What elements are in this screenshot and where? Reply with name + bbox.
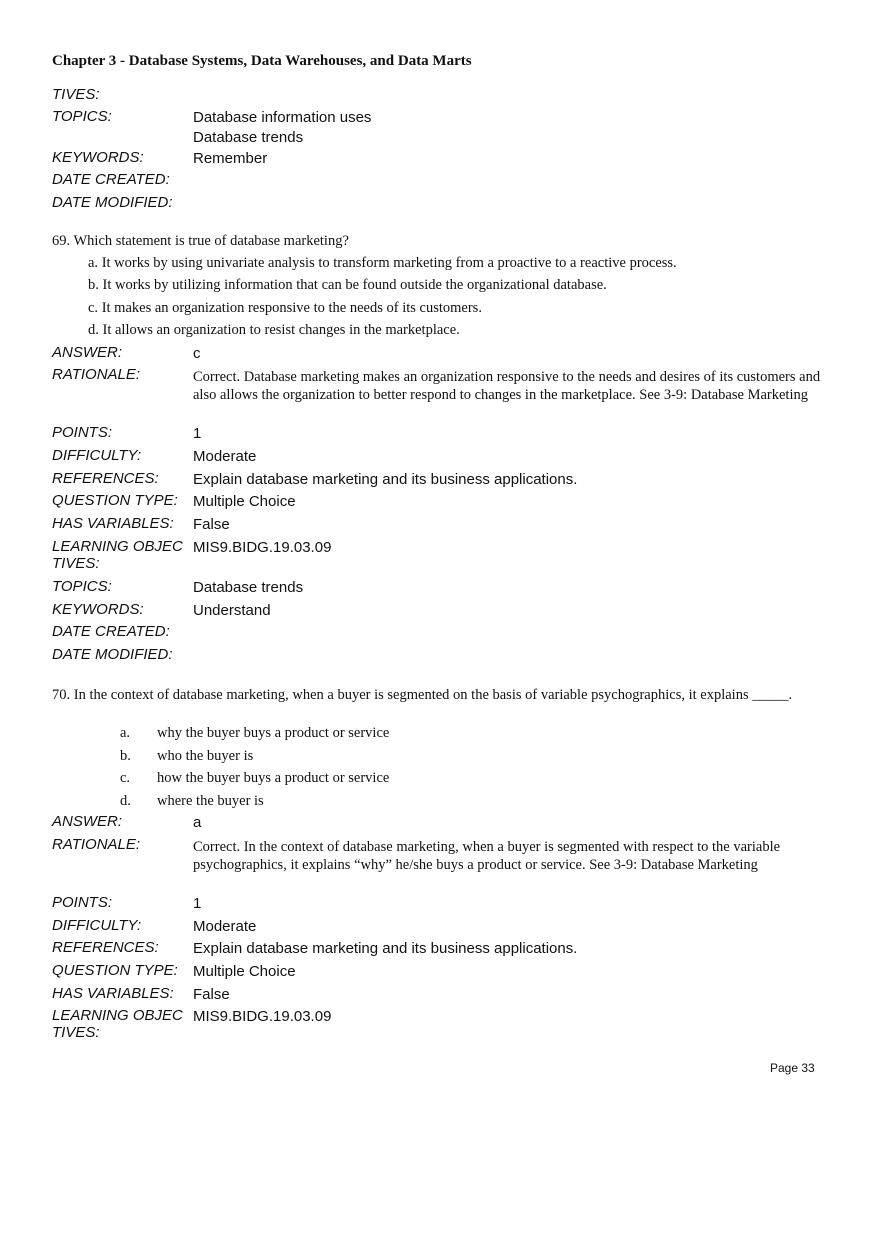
option-letter: c. (120, 770, 131, 786)
field-label: TOPICS: (52, 578, 112, 595)
field-value: False (193, 986, 230, 1003)
field-label: REFERENCES: (52, 470, 159, 487)
field-label: REFERENCES: (52, 939, 159, 956)
field-label: TIVES: (52, 86, 100, 103)
rationale-text: Correct. In the context of database marketing, when a buyer is segmented with respect to the variable psychographics, it explains “why” he/she buys a product or service. See 3-9: Database Marketing (193, 839, 781, 873)
question-70-text: 70. In the context of database marketing, when a buyer is segmented on the basis of variable psychographics, it explains _____. (52, 687, 793, 703)
field-value: False (193, 516, 230, 533)
option-letter: b. (120, 748, 131, 764)
option-letter: b. (88, 277, 99, 293)
field-label: ANSWER: (52, 344, 123, 361)
q69-option-a (88, 254, 677, 272)
field-label: KEYWORDS: (52, 601, 144, 618)
question-69-text: 69. Which statement is true of database marketing? (52, 233, 349, 249)
field-value: Remember (193, 150, 268, 167)
topic-item: Database information uses (193, 109, 372, 126)
page-number: Page 33 (770, 1061, 815, 1075)
option-text: who the buyer is (157, 748, 254, 764)
field-label: ANSWER: (52, 813, 123, 830)
field-label: HAS VARIABLES: (52, 515, 174, 532)
option-text: why the buyer buys a product or service (157, 725, 390, 741)
q69-option-d (88, 321, 460, 339)
field-label: DIFFICULTY: (52, 917, 142, 934)
chapter-title: Chapter 3 - Database Systems, Data Warehouses, and Data Marts (52, 53, 472, 69)
answer-value: c (193, 345, 201, 362)
field-label: DATE MODIFIED: (52, 646, 173, 663)
field-label: DATE MODIFIED: (52, 194, 173, 211)
option-text: It allows an organization to resist changes in the marketplace. (102, 322, 460, 338)
field-label: POINTS: (52, 894, 113, 911)
option-letter: d. (88, 322, 99, 338)
field-label: DIFFICULTY: (52, 447, 142, 464)
field-label: RATIONALE: (52, 366, 141, 383)
field-value: MIS9.BIDG.19.03.09 (193, 1008, 332, 1025)
rationale-text: Correct. Database marketing makes an organization responsive to the needs and desires of its customers and also allows the organization to better respond to changes in the marketplace. See 3-9: Database Marketing (193, 369, 821, 403)
field-value: 1 (193, 895, 202, 912)
field-label: DATE CREATED: (52, 623, 170, 640)
field-value: Moderate (193, 448, 257, 465)
field-label: POINTS: (52, 424, 113, 441)
field-label: HAS VARIABLES: (52, 985, 174, 1002)
field-label: QUESTION TYPE: (52, 962, 178, 979)
option-text: It works by using univariate analysis to transform marketing from a proactive to a reactive process. (101, 255, 677, 271)
field-value: Multiple Choice (193, 963, 296, 980)
option-text: where the buyer is (157, 793, 264, 809)
option-letter: a. (120, 725, 131, 741)
answer-value: a (193, 814, 202, 831)
option-letter: d. (120, 793, 131, 809)
q69-option-c (88, 299, 482, 317)
option-letter: c. (88, 300, 99, 316)
field-value: Multiple Choice (193, 493, 296, 510)
field-label: TOPICS: (52, 108, 112, 125)
field-value: 1 (193, 425, 202, 442)
option-text: It makes an organization responsive to the needs of its customers. (101, 300, 482, 316)
option-text: It works by utilizing information that can be found outside the organizational database. (102, 277, 607, 293)
field-value: Database trends (193, 579, 304, 596)
field-value (193, 108, 833, 148)
field-label: KEYWORDS: (52, 149, 144, 166)
field-label: DATE CREATED: (52, 171, 170, 188)
option-text: how the buyer buys a product or service (157, 770, 390, 786)
q69-option-b (88, 276, 607, 294)
field-value: Explain database marketing and its business applications. (193, 471, 578, 488)
field-label: QUESTION TYPE: (52, 492, 178, 509)
topic-item: Database trends (193, 129, 304, 146)
field-value: Explain database marketing and its business applications. (193, 940, 578, 957)
field-label: LEARNING OBJEC TIVES: (52, 1007, 183, 1041)
field-value: Moderate (193, 918, 257, 935)
option-letter: a. (88, 255, 99, 271)
field-value: Understand (193, 602, 271, 619)
field-label: LEARNING OBJEC TIVES: (52, 538, 183, 572)
field-label: RATIONALE: (52, 836, 141, 853)
field-value: MIS9.BIDG.19.03.09 (193, 539, 332, 556)
